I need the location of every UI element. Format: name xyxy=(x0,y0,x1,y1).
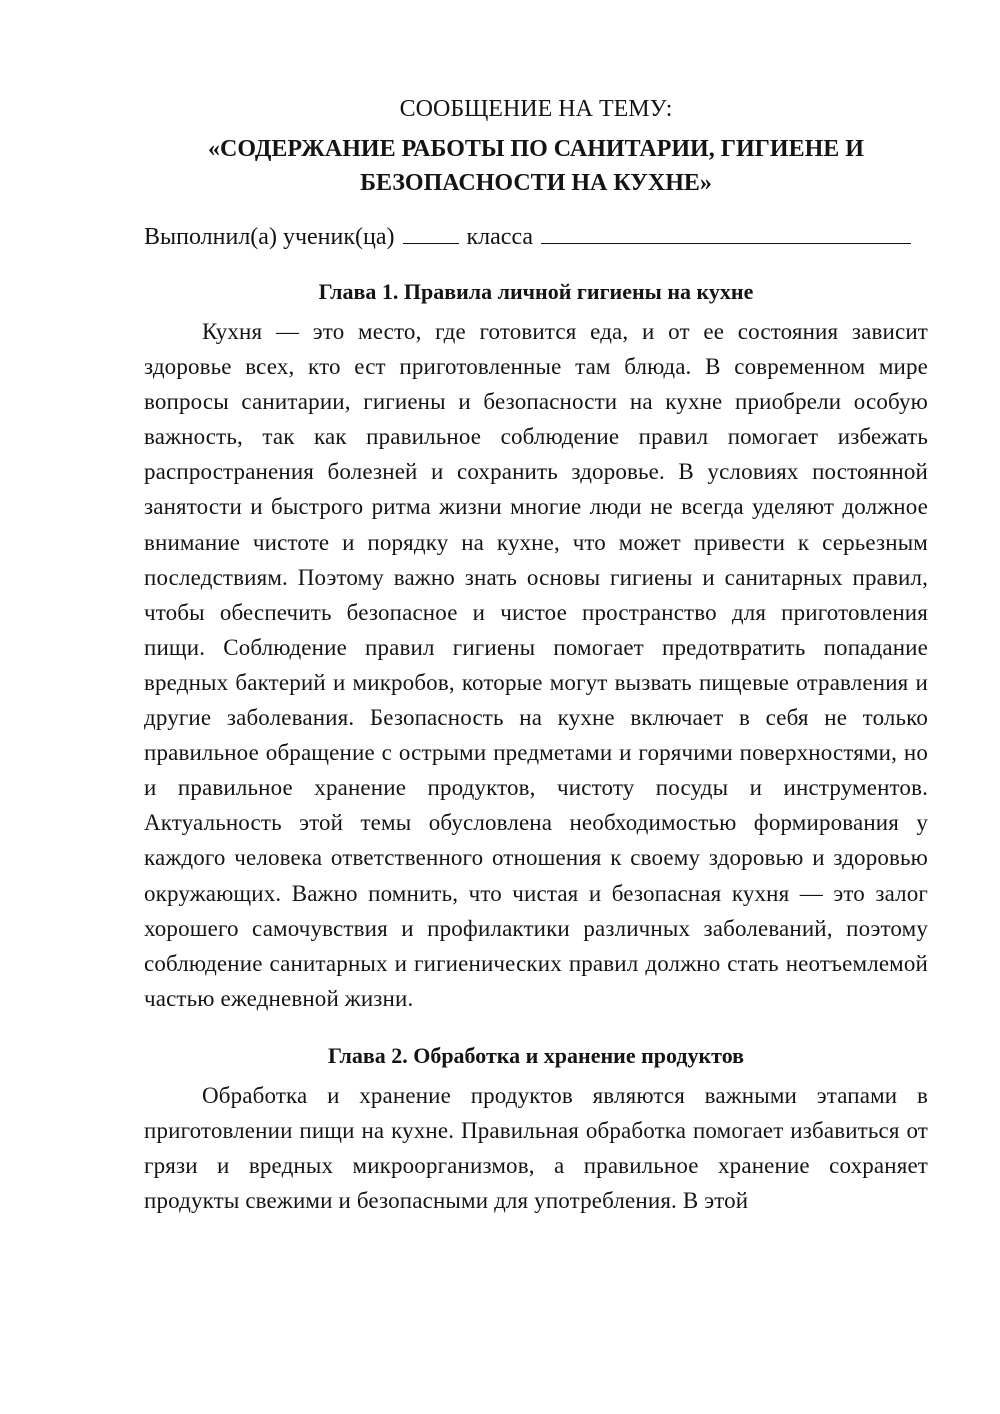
chapter-1-title: Глава 1. Правила личной гигиены на кухне xyxy=(318,279,754,304)
chapter-2-paragraph: Обработка и хранение продуктов являются важными этапами в приготовлении пищи на кухне. Правильная обработка помогает избавиться от грязи и вредных микроорганизмов, а правильное хранение сохраняет продукты свежими и безопасными для употребления. В этой xyxy=(144,1082,928,1214)
chapter-2-title: Глава 2. Обработка и хранение продуктов xyxy=(327,1042,745,1068)
author-line xyxy=(144,220,928,254)
document-heading-subject: СООБЩЕНИЕ НА ТЕМУ: xyxy=(399,96,673,122)
document-title-line-2: БЕЗОПАСНОСТИ НА КУХНЕ» xyxy=(360,170,712,196)
class-number-blank xyxy=(403,221,459,244)
author-label: Выполнил(а) ученик(ца) xyxy=(144,224,395,250)
document-title-line-1: «СОДЕРЖАНИЕ РАБОТЫ ПО САНИТАРИИ, ГИГИЕНЕ И xyxy=(208,136,864,162)
document-page xyxy=(144,92,928,1218)
class-label: класса xyxy=(466,224,534,250)
author-name-blank xyxy=(541,221,911,244)
chapter-1-paragraph: Кухня — это место, где готовится еда, и от ее состояния зависит здоровье всех, кто ест приготовленные там блюда. В современном мире вопросы санитарии, гигиены и безопасности на кухне приобрели особую важность, так как правильное соблюдение правил помогает избежать распространения болезней и сохранить здоровье. В условиях постоянной занятости и быстрого ритма жизни многие люди не всегда уделяют должное внимание чистоте и порядку на кухне, что может привести к серьезным последствиям. Поэтому важно знать основы гигиены и санитарных правил, чтобы обеспечить безопасное и чистое пространство для приготовления пищи. Соблюдение правил гигиены помогает предотвратить попадание вредных бактерий и микробов, которые могут вызвать пищевые отравления и другие заболевания. Безопасность на кухне включает в себя не только правильное обращение с острыми предметами и горячими поверхностями, но и правильное хранение продуктов, чистоту посуды и инструментов. Актуальность этой темы обусловлена необходимостью формирования у каждого человека ответственного отношения к своему здоровью и здоровью окружающих. Важно помнить, что чистая и безопасная кухня — это залог хорошего самочувствия и профилактики различных заболеваний, поэтому соблюдение санитарных и гигиенических правил должно стать неотъемлемой частью ежедневной жизни. xyxy=(144,319,928,1011)
